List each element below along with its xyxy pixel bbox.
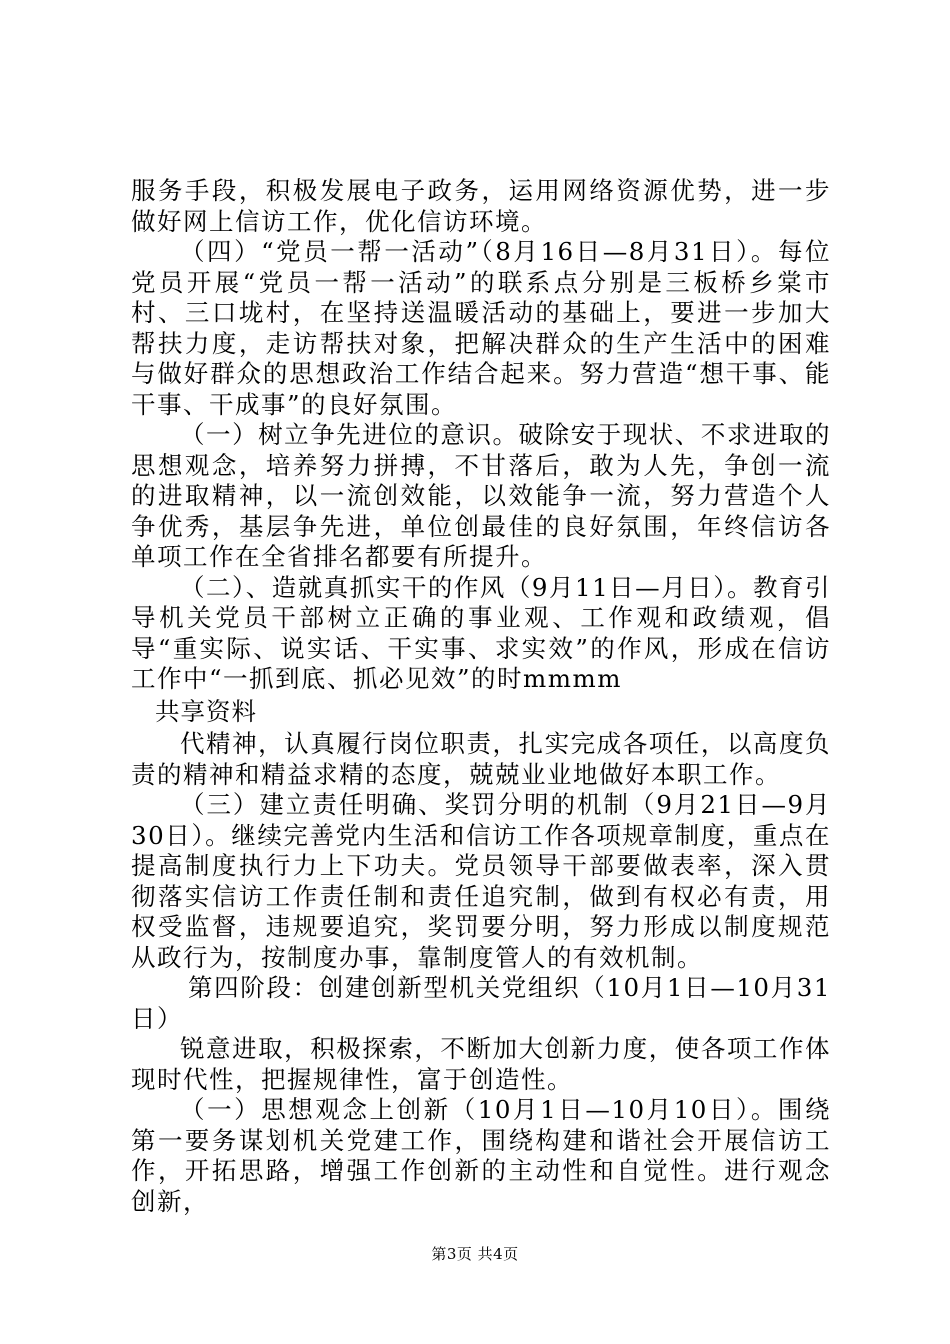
paragraph-competition-awareness: （一）树立争先进位的意识。破除安于现状、不求进取的思想观念，培养努力拼搏，不甘落后，敢为人先，争创一流的进取精神，以一流创效能，以效能争一流，努力营造个人争优秀，基层争先进，单位创最佳的良好氛围，年终信访各单项工作在全省排名都要有所提升。: [131, 420, 831, 571]
paragraph-responsibility-mechanism: （三）建立责任明确、奖罚分明的机制（9月21日—9月30日）。继续完善党内生活和信访工作各项规章制度，重点在提高制度执行力上下功夫。党员领导干部要做表率，深入贯彻落实信访工作责任制和责任追究制，做到有权必有责，用权受监督，违规要追究，奖罚要分明，努力形成以制度规范从政行为，按制度办事，靠制度管人的有效机制。: [131, 790, 831, 972]
document-body: [131, 176, 831, 1217]
page-footer: 第3页 共4页: [431, 1245, 519, 1263]
paragraph-party-member-activity: （四）“党员一帮一活动”（8月16日—8月31日）。每位党员开展“党员一帮一活动”的联系点分别是三板桥乡棠市村、三口垅村，在坚持送温暖活动的基础上，要进一步加大帮扶力度，走访帮扶对象，把解决群众的生产生活中的困难与做好群众的思想政治工作结合起来。努力营造“想干事、能干事、干成事”的良好氛围。: [131, 237, 831, 419]
shared-material-label: 共享资料: [155, 696, 257, 726]
paragraph-practical-style: （二）、造就真抓实干的作风（9月11日—月日）。教育引导机关党员干部树立正确的事业观、工作观和政绩观，倡导“重实际、说实话、干实事、求实效”的作风，形成在信访工作中“一抓到底、抓必见效”的时mmmm: [131, 572, 831, 693]
section-heading-stage-four: 第四阶段：创建创新型机关党组织（10月1日—10月31日）: [131, 973, 831, 1033]
paragraph-era-spirit: 代精神，认真履行岗位职责，扎实完成各项任，以高度负责的精神和精益求精的态度，兢兢业业地做好本职工作。: [131, 729, 831, 789]
paragraph-thought-innovation: （一）思想观念上创新（10月1日—10月10日）。围绕第一要务谋划机关党建工作，围绕构建和谐社会开展信访工作，开拓思路，增强工作创新的主动性和自觉性。进行观念创新，: [131, 1095, 831, 1216]
paragraph-continuation: 服务手段，积极发展电子政务，运用网络资源优势，进一步做好网上信访工作，优化信访环境。: [131, 176, 831, 236]
paragraph-innovation-intro: 锐意进取，积极探索，不断加大创新力度，使各项工作体现时代性，把握规律性，富于创造性。: [131, 1034, 831, 1094]
